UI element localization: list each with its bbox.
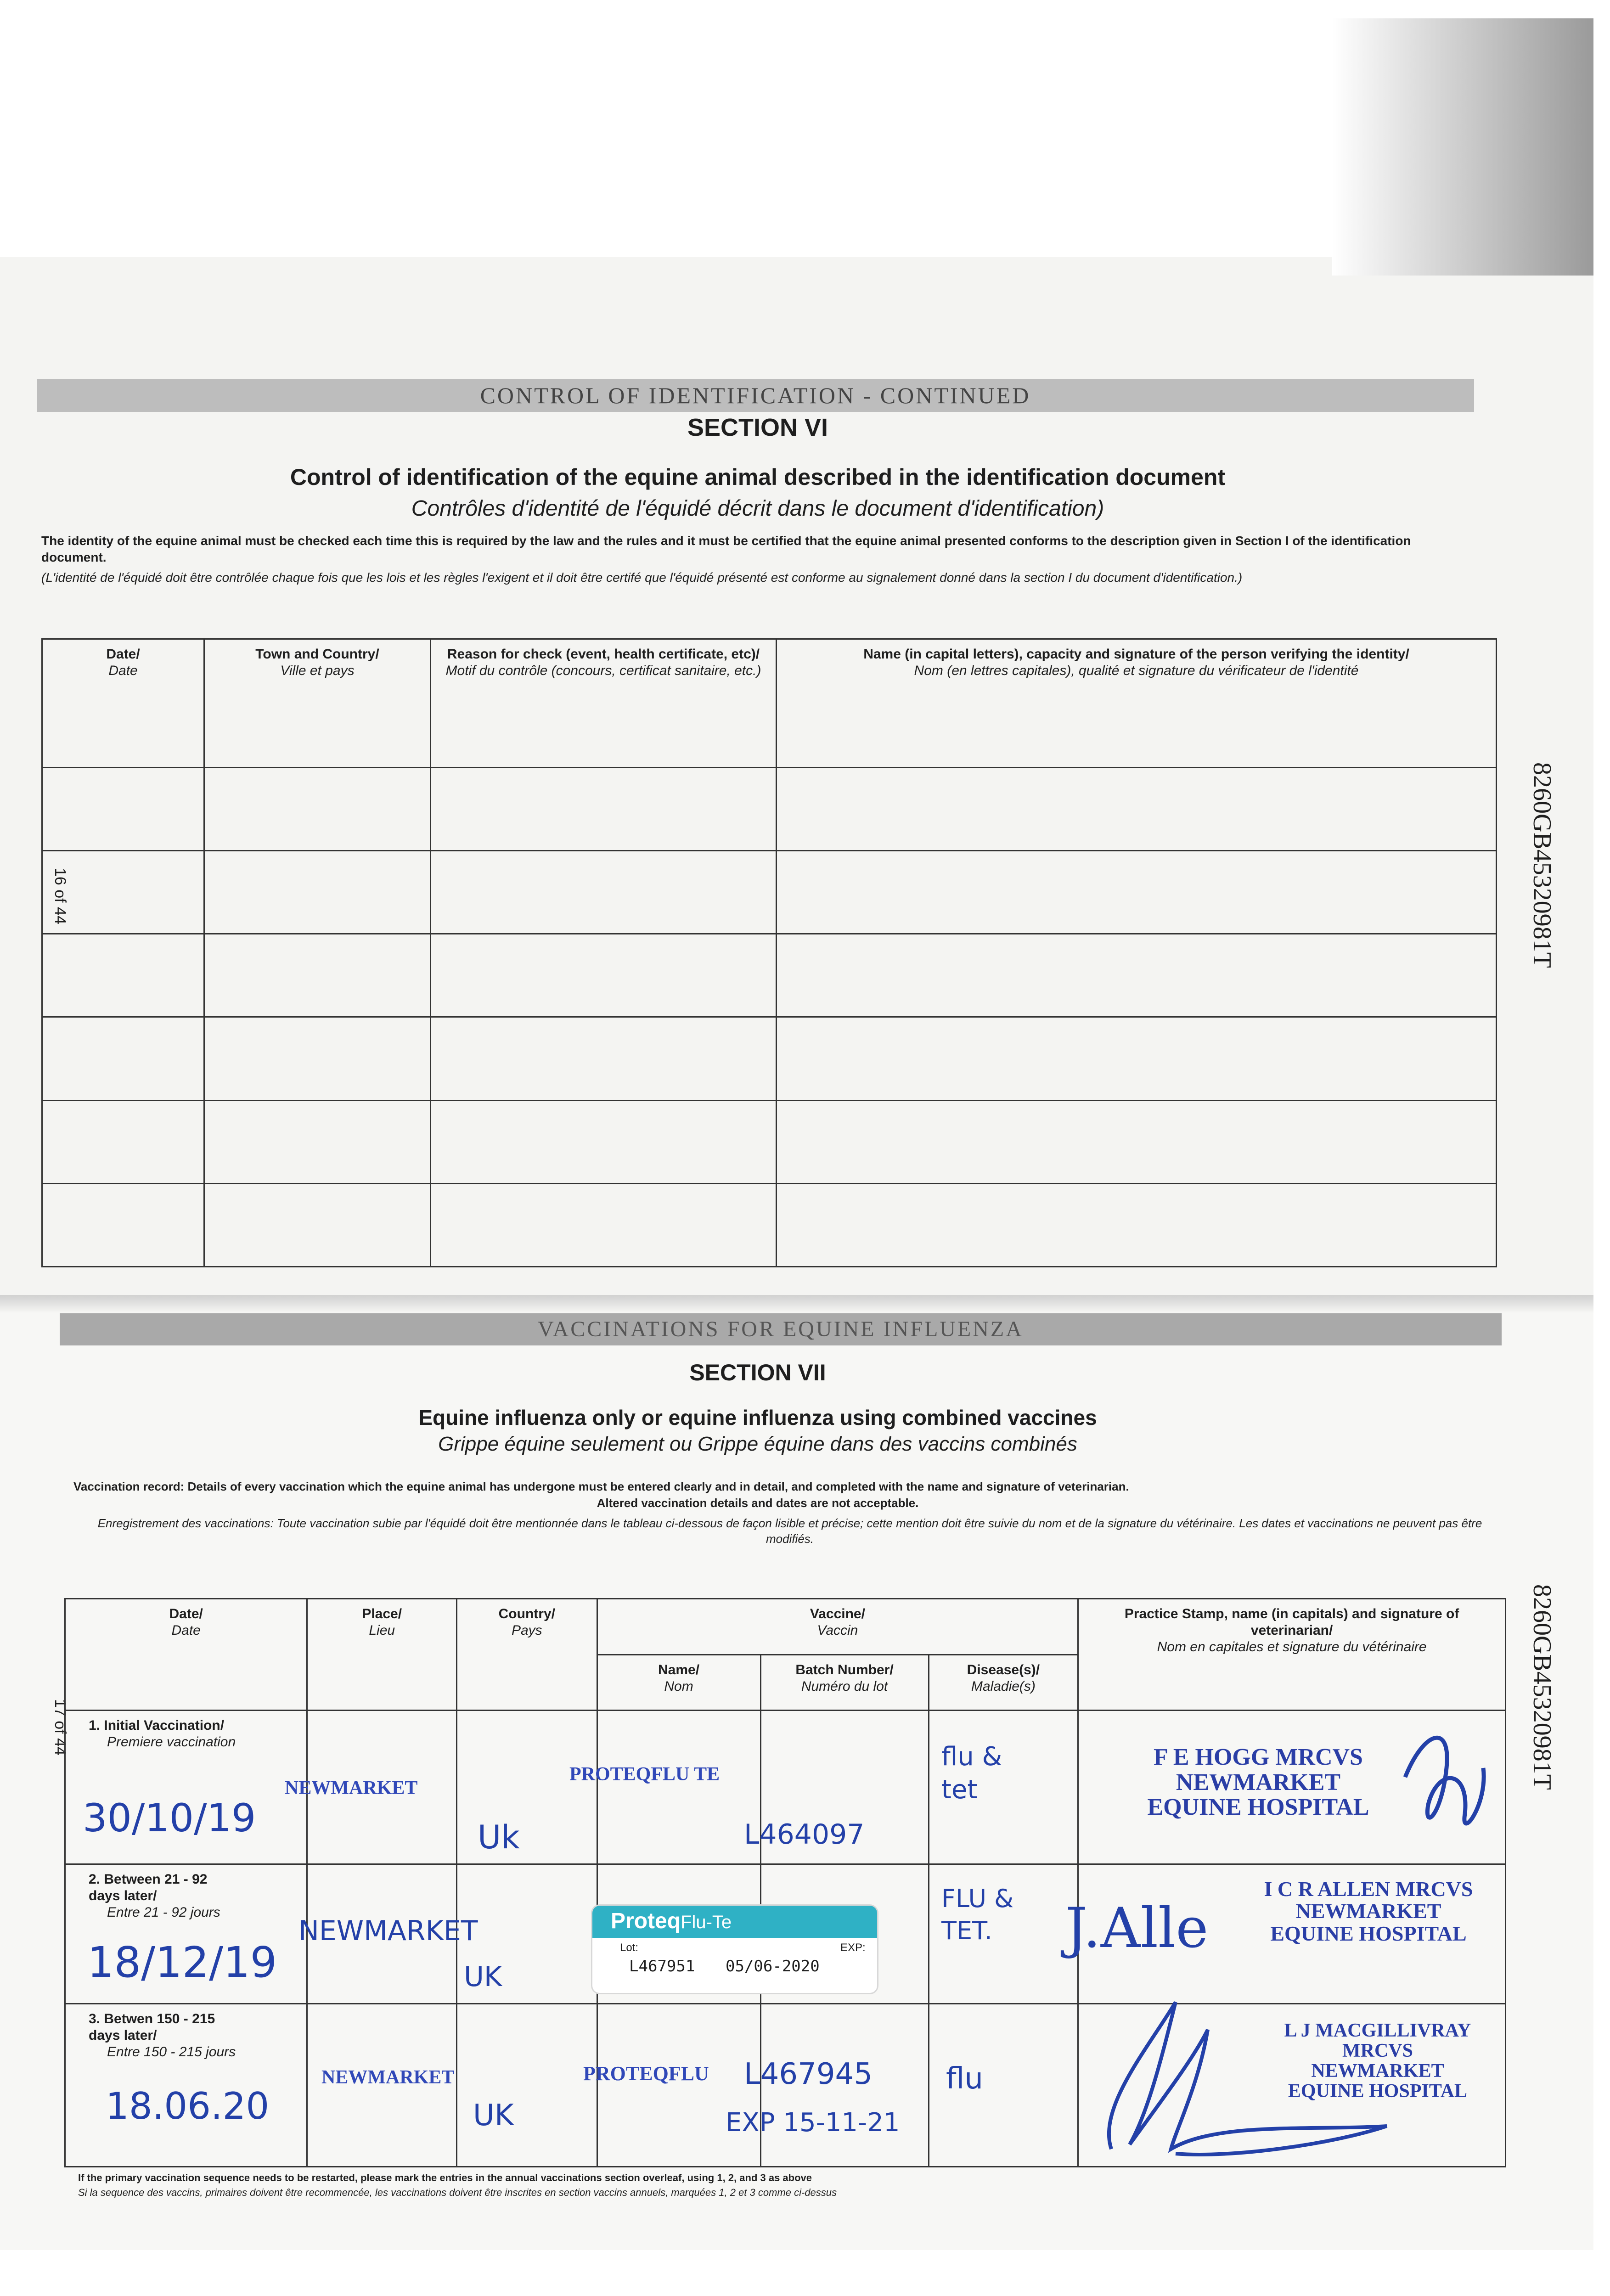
passport-number-upper: 8260GB45320981T — [1528, 762, 1556, 968]
row1-stamp: F E HOGG MRCVS NEWMARKET EQUINE HOSPITAL — [1147, 1744, 1369, 1821]
cell[interactable] — [204, 934, 431, 1017]
table-row — [42, 768, 1497, 851]
table-row — [42, 934, 1497, 1017]
row3-country: UK — [473, 2099, 514, 2133]
row2-country: UK — [464, 1961, 502, 1993]
cell[interactable] — [457, 2004, 597, 2167]
col-verifier: Name (in capital letters), capacity and signature of the person verifying the identity/ Nom (en lettres capitales), qualité et signature du vérificateur de l'identité — [777, 639, 1497, 768]
sticker-brand — [611, 1908, 732, 1934]
cell[interactable] — [777, 768, 1497, 851]
col-date: Date/ Date — [42, 639, 204, 768]
cell[interactable] — [42, 1017, 204, 1100]
row1-country: Uk — [478, 1818, 520, 1856]
col-practice-stamp: Practice Stamp, name (in capitals) and signature of veterinarian/ Nom en capitales et signature du vétérinaire — [1078, 1599, 1506, 1711]
cell[interactable] — [204, 851, 431, 934]
scan-shadow — [1332, 18, 1593, 276]
row1-place: NEWMARKET — [285, 1778, 418, 1799]
sticker-lot-label: Lot: — [620, 1941, 639, 1954]
section6-title-fr: Contrôles d'identité de l'équidé décrit dans le document d'identification) — [411, 496, 1104, 521]
col-vaccine-name: Name/ Nom — [597, 1654, 760, 1711]
section7-record-fr: Enregistrement des vaccinations: Toute vaccination subie par l'équidé doit être mentionnée dans le tableau ci-dessous de façon lisible et précise; cette mention doit être suivie du nom et de la signature du vétérinaire. Les dates et vaccinations ne peuvent pas être modifiés. — [97, 1516, 1482, 1546]
cell[interactable] — [431, 1100, 777, 1183]
table-row — [42, 1100, 1497, 1183]
row3-stamp: L J MACGILLIVRAY MRCVS NEWMARKET EQUINE HOSPITAL — [1284, 2020, 1471, 2102]
sticker-lot: L467951 — [629, 1957, 695, 1975]
section6-band: CONTROL OF IDENTIFICATION - CONTINUED — [37, 379, 1474, 412]
section6-title-en: Control of identification of the equine animal described in the identification document — [290, 464, 1226, 490]
row1-date: 30/10/19 — [83, 1795, 256, 1840]
cell[interactable] — [777, 1017, 1497, 1100]
row1-disease: flu & tet — [941, 1742, 1002, 1805]
cell[interactable] — [597, 1711, 760, 1864]
cell[interactable] — [777, 851, 1497, 934]
section7-heading: SECTION VII — [689, 1360, 826, 1385]
section7-record-en: Vaccination record: Details of every vaccination which the equine animal has undergone must be entered clearly and in detail, and completed with the name and signature of veterinarian. — [73, 1480, 1129, 1493]
cell[interactable] — [431, 768, 777, 851]
cell[interactable] — [431, 851, 777, 934]
section6-note-fr: (L'identité de l'équidé doit être contrôlée chaque fois que les lois et les règles l'exigent et il doit être certifé que l'équidé présenté est conforme au signalement donné dans la section I du document d'identification.) — [41, 570, 1243, 585]
passport-number-lower: 8260GB45320981T — [1528, 1584, 1556, 1790]
sticker-brand-name: Proteq — [611, 1909, 681, 1933]
sticker-product-name: Flu-Te — [681, 1912, 732, 1932]
cell[interactable] — [777, 1100, 1497, 1183]
page-number-17: 17 of 44 — [51, 1699, 69, 1756]
col-place: Place/ Lieu — [307, 1599, 457, 1711]
row3-batch: L467945 — [744, 2057, 873, 2091]
row3-place: NEWMARKET — [321, 2067, 455, 2088]
row3-date: 18.06.20 — [106, 2085, 270, 2127]
cell[interactable] — [431, 1017, 777, 1100]
table-row — [42, 1183, 1497, 1266]
section6-heading: SECTION VI — [687, 414, 828, 441]
col-vaccine: Vaccine/ Vaccin — [597, 1599, 1078, 1655]
cell[interactable] — [431, 934, 777, 1017]
section7-title-fr: Grippe équine seulement ou Grippe équine dans des vaccins combinés — [438, 1433, 1077, 1455]
row1-label[interactable]: 1. Initial Vaccination/ Premiere vaccination — [65, 1711, 307, 1864]
col-town-country: Town and Country/ Ville et pays — [204, 639, 431, 768]
col-reason: Reason for check (event, health certificate, etc)/ Motif du contrôle (concours, certificat sanitaire, etc.) — [431, 639, 777, 768]
cell[interactable] — [431, 1183, 777, 1266]
cell[interactable] — [204, 1100, 431, 1183]
section7-title-en: Equine influenza only or equine influenza using combined vaccines — [418, 1406, 1097, 1429]
table-row — [42, 1017, 1497, 1100]
row1-batch: L464097 — [744, 1818, 865, 1851]
cell[interactable] — [204, 768, 431, 851]
cell[interactable] — [42, 1183, 204, 1266]
row2-place: NEWMARKET — [298, 1915, 478, 1947]
sticker-exp-label: EXP: — [840, 1941, 866, 1954]
row3-label[interactable]: 3. Betwen 150 - 215 days later/ Entre 150 - 215 jours — [65, 2004, 307, 2167]
row3-batch-exp: EXP 15-11-21 — [726, 2108, 900, 2138]
section7-footer-en: If the primary vaccination sequence needs to be restarted, please mark the entries in the annual vaccinations section overleaf, using 1, 2, and 3 as above — [78, 2172, 812, 2183]
row2-stamp: I C R ALLEN MRCVS NEWMARKET EQUINE HOSPITAL — [1264, 1877, 1473, 1945]
col-disease: Disease(s)/ Maladie(s) — [929, 1654, 1078, 1711]
identity-check-table — [41, 638, 1497, 1267]
row2-signature: J.Alle — [1065, 1896, 1209, 1960]
cell[interactable] — [42, 1100, 204, 1183]
cell[interactable] — [597, 2004, 760, 2167]
cell[interactable] — [42, 851, 204, 934]
section7-record-en2: Altered vaccination details and dates are not acceptable. — [597, 1496, 919, 1510]
row2-label[interactable]: 2. Between 21 - 92 days later/ Entre 21 - 92 jours — [65, 1864, 307, 2003]
row1-signature — [1396, 1713, 1497, 1851]
row3-vaccine: PROTEQFLU — [583, 2062, 709, 2085]
section7-footer-fr: Si la sequence des vaccins, primaires doivent être recommencée, les vaccinations doivent être inscrites en section vaccins annuels, marquées 1, 2 et 3 comme ci-dessus — [78, 2187, 837, 2198]
page-number-16: 16 of 44 — [51, 868, 69, 924]
cell[interactable] — [204, 1017, 431, 1100]
col-date: Date/ Date — [65, 1599, 307, 1711]
col-country: Country/ Pays — [457, 1599, 597, 1711]
table-row — [42, 851, 1497, 934]
binding-edge — [0, 1295, 1593, 1313]
cell[interactable] — [777, 1183, 1497, 1266]
section7-band: VACCINATIONS FOR EQUINE INFLUENZA — [60, 1313, 1502, 1345]
row2-date: 18/12/19 — [87, 1938, 277, 1987]
row1-vaccine: PROTEQFLU TE — [569, 1764, 720, 1785]
row3-disease: flu — [946, 2062, 983, 2096]
vaccine-sticker — [592, 1906, 877, 1993]
cell[interactable] — [777, 934, 1497, 1017]
sticker-exp: 05/06-2020 — [726, 1957, 820, 1975]
cell[interactable] — [42, 768, 204, 851]
cell[interactable] — [204, 1183, 431, 1266]
cell[interactable] — [42, 934, 204, 1017]
col-batch: Batch Number/ Numéro du lot — [760, 1654, 929, 1711]
row2-disease: FLU & TET. — [941, 1884, 1014, 1945]
section6-note-en: The identity of the equine animal must be checked each time this is required by the law and the rules and it must be certified that the equine animal presented conforms to the description given in Section I of the identification document. — [41, 534, 1411, 564]
